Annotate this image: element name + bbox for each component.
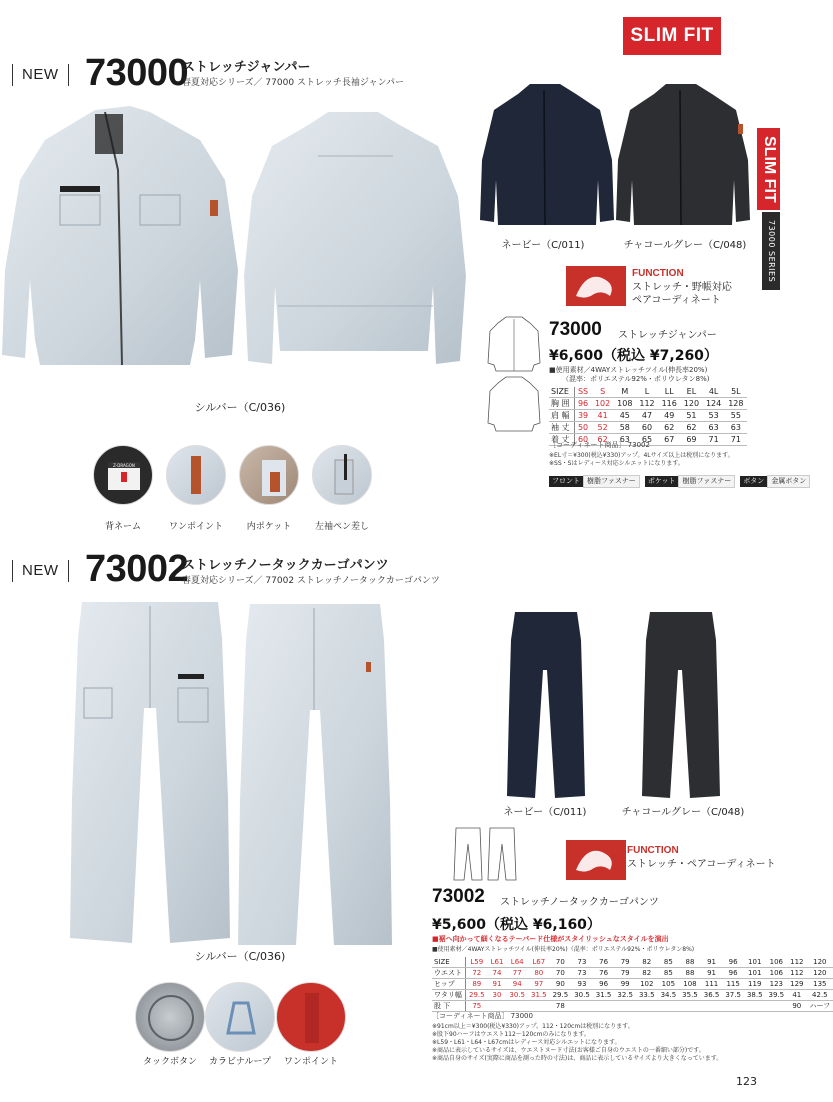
pants-size-cell: 123: [766, 978, 788, 989]
pants-size-cell: 30: [488, 989, 507, 1000]
pants-function-title: FUNCTION: [627, 845, 679, 856]
jacket-size-cell: M: [614, 387, 636, 397]
pants-size-cell: 77: [506, 967, 528, 978]
jacket-front-image: [0, 100, 240, 370]
pants-size-cell: 119: [744, 978, 766, 989]
pants-size-row-header: ヒップ: [432, 978, 466, 989]
pants-size-cell: 79: [614, 967, 636, 978]
pants-size-cell: 31.5: [593, 989, 615, 1000]
pants-size-cell: 35.5: [679, 989, 701, 1000]
pants-model-number: 73002: [85, 548, 189, 590]
pants-material: ■使用素材／4WAYストレッチツイル(伸長率20%)（混率：ポリエステル92%・ポリウレタン8%): [432, 946, 695, 953]
pants-size-cell: 37.5: [722, 989, 744, 1000]
pants-size-cell: 115: [722, 978, 744, 989]
jacket-coordinate: ［コーディネート商品］ 73002: [549, 441, 650, 449]
detail-caption-one-point: ワンポイント: [283, 1057, 338, 1067]
jacket-size-cell: 96: [574, 397, 591, 409]
jacket-size-cell: 39: [574, 409, 591, 421]
pants-size-cell: 101: [744, 967, 766, 978]
header-divider: [12, 64, 13, 86]
pants-size-cell: 111: [701, 978, 723, 989]
pants-spec-model: 73002: [432, 886, 485, 907]
jacket-size-cell: 69: [680, 433, 702, 445]
jacket-size-table: [549, 387, 747, 446]
function-dragon-icon: [566, 266, 626, 306]
pants-size-cell: [701, 1000, 723, 1011]
pants-spec-name: ストレッチノータックカーゴパンツ: [500, 897, 659, 908]
jacket-function-desc-2: ペアコーディネート: [632, 295, 721, 306]
pants-size-cell: 102: [636, 978, 658, 989]
jacket-navy-image: [478, 80, 618, 230]
header-divider: [12, 560, 13, 582]
pants-size-row-header: ワタリ幅: [432, 989, 466, 1000]
jacket-size-cell: 4L: [703, 387, 725, 397]
jacket-size-row-header: 着 丈: [549, 433, 574, 445]
pants-size-row-header: ウエスト: [432, 967, 466, 978]
jacket-size-cell: 55: [725, 409, 747, 421]
side-tab-series[interactable]: 73000 SERIES: [762, 212, 780, 290]
pants-size-cell: 41: [787, 989, 806, 1000]
tag-front-key: フロント: [549, 476, 583, 487]
pants-size-cell: 91: [701, 967, 723, 978]
pants-size-cell: 39.5: [766, 989, 788, 1000]
pants-size-row: [432, 1000, 833, 1011]
jacket-feature-tags: [549, 468, 807, 488]
jacket-size-row: [549, 387, 747, 397]
pants-size-cell: 34.5: [658, 989, 680, 1000]
jacket-note-1: ※EL寸＝¥300(税込¥330)アップ。4Lサイズ以上は税別になります。: [549, 452, 734, 459]
pants-size-cell: [593, 1000, 615, 1011]
jacket-size-row-header: SIZE: [549, 387, 574, 397]
pants-note-3: ※L59・L61・L64・L67cmはレディース対応シルエットになります。: [432, 1039, 621, 1046]
pants-size-cell: [744, 1000, 766, 1011]
pants-size-cell: 108: [679, 978, 701, 989]
function-dragon-icon: [566, 840, 626, 880]
jacket-size-cell: 62: [658, 421, 680, 433]
jacket-material-2: （混率：ポリエステル92%・ポリウレタン8%): [562, 375, 710, 383]
jacket-size-cell: 71: [703, 433, 725, 445]
pants-size-cell: L67: [528, 957, 550, 967]
jacket-material-1: ■使用素材／4WAYストレッチツイル(伸長率20%): [549, 366, 708, 374]
one-point-detail-image: [166, 445, 226, 505]
jacket-size-cell: 65: [636, 433, 658, 445]
pants-size-cell: 32.5: [614, 989, 636, 1000]
jacket-charcoal-label: チャコールグレー（C/048): [623, 240, 747, 251]
pants-size-cell: 30.5: [571, 989, 593, 1000]
pants-size-cell: 30.5: [506, 989, 528, 1000]
pants-size-cell: 72: [466, 967, 488, 978]
jacket-size-row: [549, 397, 747, 409]
jacket-size-cell: 124: [703, 397, 725, 409]
pants-size-cell: 80: [528, 967, 550, 978]
pants-size-cell: 29.5: [466, 989, 488, 1000]
jacket-size-cell: 53: [703, 409, 725, 421]
header-divider: [68, 560, 69, 582]
pants-size-cell: [614, 1000, 636, 1011]
pants-size-cell: 38.5: [744, 989, 766, 1000]
pants-note-4: ※商品に表示しているサイズは、ウエストヌード寸法(お客様ご自身のウエストの一番細い部分)です。: [432, 1047, 705, 1054]
inner-pocket-detail-image: [239, 445, 299, 505]
pants-size-cell: 91: [488, 978, 507, 989]
jacket-size-cell: 47: [636, 409, 658, 421]
pants-size-cell: 96: [722, 957, 744, 967]
pants-size-cell: 101: [744, 957, 766, 967]
new-label: NEW: [22, 66, 59, 83]
jacket-size-cell: 112: [636, 397, 658, 409]
pants-size-cell: 75: [466, 1000, 488, 1011]
pants-front-image: [60, 598, 240, 948]
pants-size-cell: [636, 1000, 658, 1011]
jacket-function-desc-1: ストレッチ・野帳対応: [632, 282, 732, 293]
jacket-size-cell: 60: [574, 433, 591, 445]
pants-size-cell: 99: [614, 978, 636, 989]
jacket-size-cell: 102: [592, 397, 614, 409]
pants-size-cell: L59: [466, 957, 488, 967]
pants-size-cell: 31.5: [528, 989, 550, 1000]
tag-button-key: ボタン: [740, 476, 767, 487]
jacket-size-cell: 120: [680, 397, 702, 409]
pants-size-cell: 93: [571, 978, 593, 989]
page-number: 123: [736, 1075, 757, 1088]
pants-size-cell: 106: [766, 967, 788, 978]
jacket-size-cell: 108: [614, 397, 636, 409]
pants-size-cell: 73: [571, 957, 593, 967]
pants-size-cell: 74: [488, 967, 507, 978]
jacket-subtitle: 春夏対応シリーズ／ 77000 ストレッチ長袖ジャンパー: [182, 78, 405, 88]
detail-caption-inner-pocket: 内ポケット: [246, 522, 292, 532]
sleeve-pen-holder-image: [312, 445, 372, 505]
pants-size-row-header: SIZE: [432, 957, 466, 967]
pants-size-cell: 70: [550, 967, 572, 978]
pants-size-cell: 120: [807, 967, 833, 978]
pants-size-cell: 90: [787, 1000, 806, 1011]
pants-size-cell: 70: [550, 957, 572, 967]
jacket-size-cell: 60: [636, 421, 658, 433]
pants-color-label: シルバー（C/036): [194, 950, 286, 963]
jacket-function-title: FUNCTION: [632, 268, 684, 279]
jacket-size-cell: 63: [614, 433, 636, 445]
carabiner-loop-detail-image: [205, 982, 275, 1052]
pants-size-cell: 105: [658, 978, 680, 989]
pants-size-row: [432, 957, 833, 967]
pants-size-cell: 88: [679, 967, 701, 978]
jacket-size-cell: 67: [658, 433, 680, 445]
jacket-model-number: 73000: [85, 52, 189, 94]
pants-size-cell: 106: [766, 957, 788, 967]
jacket-size-cell: 62: [680, 421, 702, 433]
jacket-product-name: ストレッチジャンパー: [182, 60, 311, 75]
jacket-technical-drawing: [486, 315, 542, 433]
jacket-size-cell: SS: [574, 387, 591, 397]
pants-size-cell: [766, 1000, 788, 1011]
jacket-size-row-header: 胸 囲: [549, 397, 574, 409]
detail-caption-back-name: 背ネーム: [104, 522, 141, 532]
pants-size-cell: 90: [550, 978, 572, 989]
jacket-size-cell: 63: [703, 421, 725, 433]
jacket-size-cell: 71: [725, 433, 747, 445]
pants-size-cell: 97: [528, 978, 550, 989]
jacket-size-cell: 52: [592, 421, 614, 433]
pants-one-point-image: [276, 982, 346, 1052]
tag-pocket-key: ポケット: [645, 476, 679, 487]
pants-size-cell: 94: [506, 978, 528, 989]
pants-size-cell: [722, 1000, 744, 1011]
jacket-size-cell: S: [592, 387, 614, 397]
pants-size-cell: 112: [787, 957, 806, 967]
jacket-size-cell: 128: [725, 397, 747, 409]
detail-caption-pen-holder: 左袖ペン差し: [314, 522, 369, 532]
pants-size-cell: 112: [787, 967, 806, 978]
pants-technical-drawing: [452, 826, 522, 882]
pants-size-cell: 82: [636, 957, 658, 967]
pants-size-row-header: 股 下: [432, 1000, 466, 1011]
detail-caption-carabiner: カラビナループ: [208, 1057, 272, 1067]
pants-size-cell: 78: [550, 1000, 572, 1011]
tack-button-detail-image: [135, 982, 205, 1052]
jacket-size-cell: 51: [680, 409, 702, 421]
pants-size-cell: 88: [679, 957, 701, 967]
jacket-size-row-header: 袖 丈: [549, 421, 574, 433]
pants-size-row: [432, 967, 833, 978]
pants-price: ¥5,600（税込 ¥6,160）: [432, 917, 601, 933]
jacket-price: ¥6,600（税込 ¥7,260）: [549, 348, 718, 364]
pants-size-cell: 129: [787, 978, 806, 989]
side-tab-slim-fit[interactable]: SLIM FIT: [757, 128, 780, 210]
pants-subtitle: 春夏対応シリーズ／ 77002 ストレッチノータックカーゴパンツ: [182, 576, 440, 586]
pants-highlight: ■裾へ向かって細くなるテーパード仕様がスタイリッシュなスタイルを演出: [432, 935, 669, 943]
pants-size-cell: 96: [593, 978, 615, 989]
jacket-size-cell: 50: [574, 421, 591, 433]
jacket-size-cell: 5L: [725, 387, 747, 397]
pants-size-cell: L61: [488, 957, 507, 967]
jacket-size-cell: 41: [592, 409, 614, 421]
pants-size-cell: 85: [658, 967, 680, 978]
jacket-charcoal-image: [614, 80, 754, 230]
pants-size-cell: [506, 1000, 528, 1011]
jacket-size-row-header: 肩 幅: [549, 409, 574, 421]
jacket-size-row: [549, 409, 747, 421]
pants-product-name: ストレッチノータックカーゴパンツ: [182, 558, 389, 573]
svg-text:Z-DRAGON: Z-DRAGON: [113, 463, 135, 468]
pants-size-cell: 73: [571, 967, 593, 978]
pants-size-row: [432, 989, 833, 1000]
pants-charcoal-image: [640, 610, 722, 800]
jacket-size-cell: 62: [592, 433, 614, 445]
jacket-size-cell: EL: [680, 387, 702, 397]
jacket-size-row: [549, 421, 747, 433]
jacket-back-image: [238, 106, 470, 370]
jacket-size-cell: 58: [614, 421, 636, 433]
jacket-spec-model: 73000: [549, 319, 602, 340]
pants-size-cell: 33.5: [636, 989, 658, 1000]
pants-size-cell: 76: [593, 967, 615, 978]
pants-size-cell: 42.5: [807, 989, 833, 1000]
tag-front-value: 樹脂ファスナー: [583, 475, 640, 488]
pants-size-cell: [658, 1000, 680, 1011]
pants-size-cell: 79: [614, 957, 636, 967]
pants-size-cell: [571, 1000, 593, 1011]
pants-size-cell: 29.5: [550, 989, 572, 1000]
jacket-size-cell: LL: [658, 387, 680, 397]
jacket-navy-label: ネービー（C/011): [501, 240, 585, 251]
jacket-size-cell: 45: [614, 409, 636, 421]
pants-size-table: [432, 957, 833, 1012]
pants-charcoal-label: チャコールグレー（C/048): [621, 807, 745, 818]
tag-pocket-value: 樹脂ファスナー: [678, 475, 735, 488]
detail-caption-tack-button: タックボタン: [142, 1057, 197, 1067]
pants-note-5: ※商品自身のサイズ(実際に商品を測った時の寸法)は、商品に表示しているサイズより大きくなっています。: [432, 1055, 723, 1062]
pants-size-cell: 89: [466, 978, 488, 989]
pants-size-row: [432, 978, 833, 989]
pants-size-cell: 135: [807, 978, 833, 989]
pants-navy-image: [505, 610, 587, 800]
pants-size-cell: 82: [636, 967, 658, 978]
pants-note-2: ※股下90ハーフはウエスト112〜120cmのみになります。: [432, 1031, 590, 1038]
pants-note-1: ※91cm以上＝¥300(税込¥330)アップ。112・120cmは税別になります。: [432, 1023, 634, 1030]
back-name-detail-image: [93, 445, 153, 505]
pants-size-cell: [679, 1000, 701, 1011]
pants-size-cell: [488, 1000, 507, 1011]
tag-button-value: 金属ボタン: [767, 475, 810, 488]
pants-function-desc: ストレッチ・ペアコーディネート: [627, 859, 776, 870]
detail-caption-one-point: ワンポイント: [168, 522, 223, 532]
jacket-size-cell: L: [636, 387, 658, 397]
pants-coordinate: ［コーディネート商品］ 73000: [432, 1012, 533, 1020]
jacket-size-cell: 49: [658, 409, 680, 421]
pants-size-cell: 36.5: [701, 989, 723, 1000]
jacket-spec-name: ストレッチジャンパー: [618, 330, 717, 341]
jacket-note-2: ※SS・Sはレディース対応シルエットになります。: [549, 460, 684, 467]
pants-size-cell: 96: [722, 967, 744, 978]
pants-size-cell: 85: [658, 957, 680, 967]
pants-navy-label: ネービー（C/011): [503, 807, 587, 818]
pants-size-cell: [528, 1000, 550, 1011]
pants-back-image: [230, 600, 400, 950]
header-divider: [68, 64, 69, 86]
pants-size-cell: 120: [807, 957, 833, 967]
pants-size-cell: ハーフ: [807, 1000, 833, 1011]
new-label: NEW: [22, 562, 59, 579]
jacket-size-cell: 63: [725, 421, 747, 433]
pants-size-cell: 91: [701, 957, 723, 967]
pants-size-cell: 76: [593, 957, 615, 967]
jacket-color-label: シルバー（C/036): [194, 401, 286, 414]
pants-size-cell: L64: [506, 957, 528, 967]
jacket-size-cell: 116: [658, 397, 680, 409]
slim-fit-badge: SLIM FIT: [623, 17, 721, 55]
